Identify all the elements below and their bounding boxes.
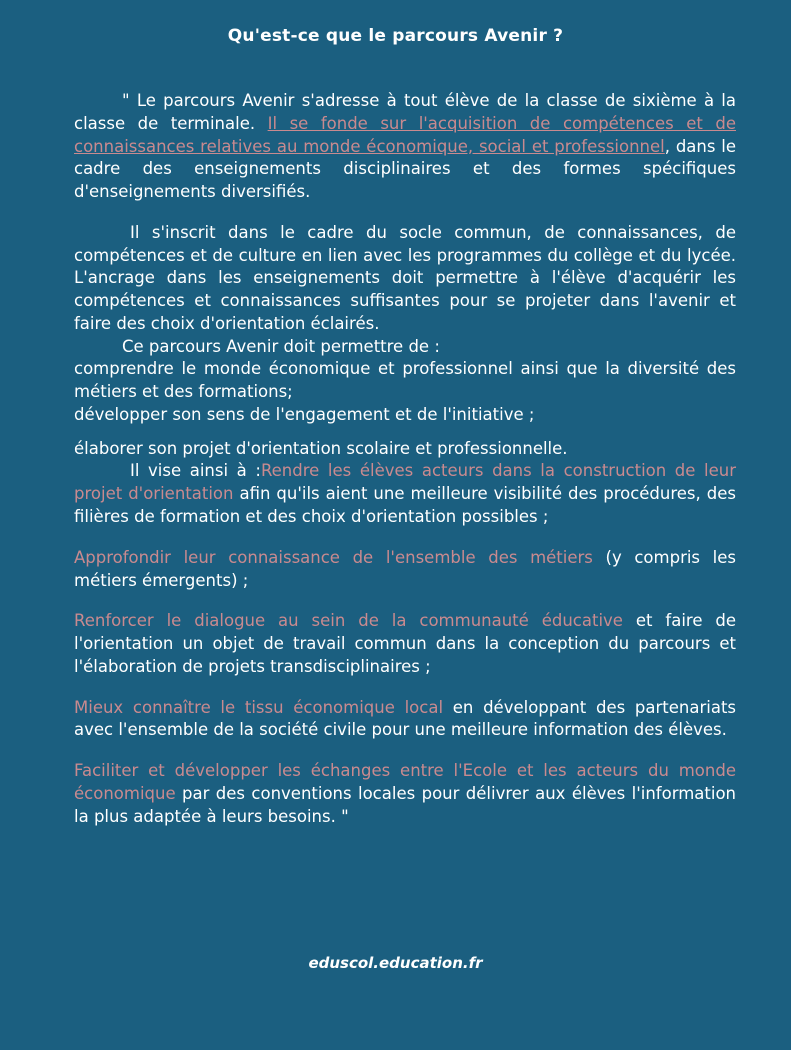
spacer [74, 742, 736, 760]
paragraph-comprendre: comprendre le monde économique et professionnel ainsi que la diversité des métiers et des formations; [74, 359, 736, 402]
spacer [74, 529, 736, 547]
source-footer: eduscol.education.fr [308, 954, 483, 972]
paragraph-permettre [74, 336, 736, 359]
slide-body [74, 90, 736, 828]
page-title: Qu'est-ce que le parcours Avenir ? [227, 26, 564, 46]
intro-underlined-phrase: Il se fonde sur l'acquisition de compétences et de connaissances relatives au monde économique, social et professionnel [74, 113, 736, 156]
permettre-text: Ce parcours Avenir doit permettre de : [122, 336, 440, 356]
spacer [74, 427, 736, 438]
highlight-rendre-eleves-acteurs: Rendre les élèves acteurs dans la construction de leur projet d'orientation [74, 461, 736, 504]
paragraph-developper: développer son sens de l'engagement et de l'initiative ; [74, 404, 535, 424]
paragraph-vise-ainsi [74, 460, 736, 528]
spacer [74, 204, 736, 222]
faciliter-rest: par des conventions locales pour délivrer aux élèves l'information la plus adaptée à leurs besoins. " [74, 783, 736, 826]
intro-text-a: " Le parcours Avenir s'adresse à tout élève de la classe de sixième à la classe de terminale. [74, 91, 736, 133]
paragraph-mieux-connaitre [74, 697, 736, 743]
spacer [74, 679, 736, 697]
highlight-approfondir-connaissance: Approfondir leur connaissance de l'ensemble des métiers [74, 547, 593, 567]
vise-ainsi-text: Il vise ainsi à : [130, 461, 261, 481]
paragraph-renforcer [74, 610, 736, 678]
renforcer-rest: et faire de l'orientation un objet de travail commun dans la conception du parcours et l'élaboration de projets transdisciplinaires ; [74, 611, 737, 676]
paragraph-socle [74, 222, 736, 336]
highlight-renforcer-dialogue: Renforcer le dialogue au sein de la communauté éducative [74, 611, 623, 631]
highlight-tissu-economique: Mieux connaître le tissu économique local [74, 697, 444, 717]
socle-text: Il s'inscrit dans le cadre du socle commun, de connaissances, de compétences et de culture en lien avec les programmes du collège et du lycée. L'ancrage dans les enseignements doit permettre à l'élève d'acquérir les compétences et connaissances suffisantes pour se projeter dans l'avenir et faire des choix d'orientation éclairés. [74, 222, 736, 333]
intro-text-b: , dans le cadre des enseignements disciplinaires et des formes spécifiques d'enseignements diversifiés. [74, 136, 737, 202]
highlight-faciliter-echanges: Faciliter et développer les échanges entre l'Ecole et les acteurs du monde économique [74, 761, 736, 803]
paragraph-elaborer: élaborer son projet d'orientation scolaire et professionnelle. [74, 438, 568, 458]
paragraph-faciliter [74, 760, 736, 828]
mieux-connaitre-rest: en développant des partenariats avec l'ensemble de la société civile pour une meilleure information des élèves. [74, 697, 737, 740]
spacer [74, 592, 736, 610]
paragraph-approfondir [74, 547, 736, 593]
approfondir-rest: (y compris les métiers émergents) ; [74, 547, 736, 590]
slide-canvas [0, 26, 791, 1050]
vise-ainsi-rest: afin qu'ils aient une meilleure visibilité des procédures, des filières de formation et des choix d'orientation possibles ; [74, 484, 736, 527]
paragraph-intro [74, 90, 736, 204]
